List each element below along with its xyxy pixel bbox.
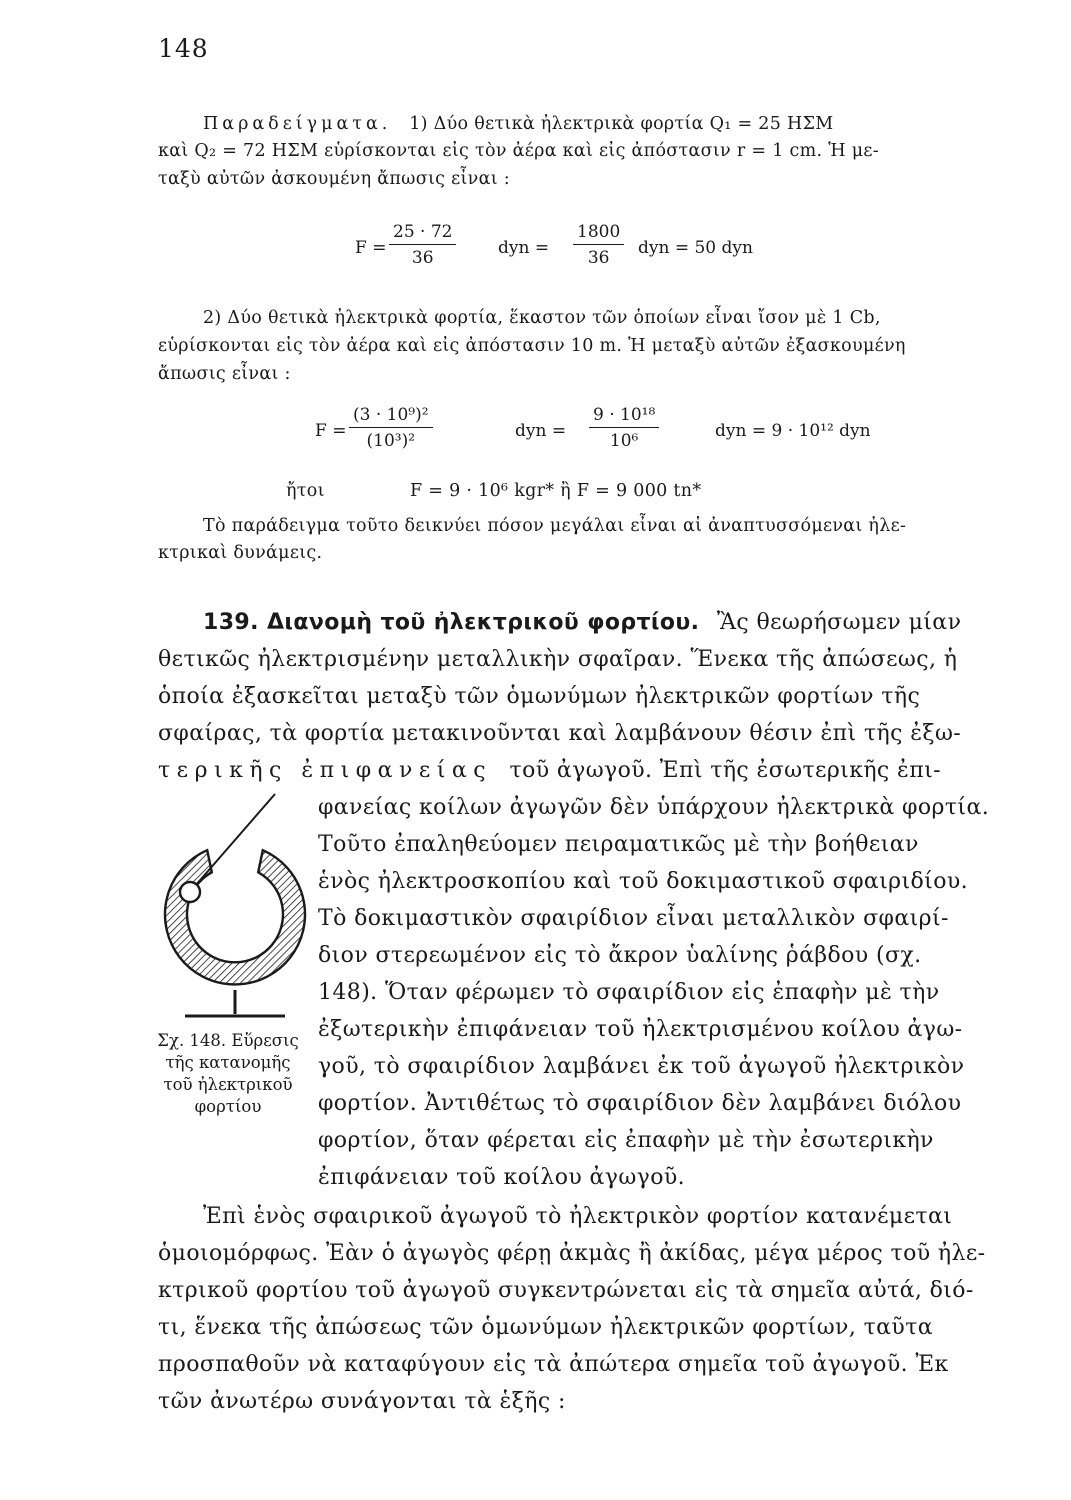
figure-caption: [133, 1030, 323, 1118]
fraction-numerator: 25 · 72: [389, 222, 456, 245]
fraction: [349, 405, 433, 451]
figure-side-line: ἑνὸς ἠλεκτροσκοπίου καὶ τοῦ δοκιμαστικοῦ σφαιριδίου.: [318, 869, 969, 894]
section-line: θετικῶς ἠλεκτρισμένην μεταλλικὴν σφαῖραν. Ἕνεκα τῆς ἀπώσεως, ἡ: [158, 647, 958, 672]
formula-result: dyn = 9 · 10¹² dyn: [715, 421, 871, 441]
section-line-spaced: [158, 760, 941, 782]
section-line: τι, ἕνεκα τῆς ἀπώσεως τῶν ὁμωνύμων ἠλεκτρικῶν φορτίων, ταῦτα: [158, 1315, 934, 1340]
formula-unit: dyn =: [498, 238, 550, 258]
figure-side-line: γοῦ, τὸ σφαιρίδιον λαμβάνει ἐκ τοῦ ἀγωγοῦ ἠλεκτρικὸν: [318, 1054, 965, 1079]
example1-line: καὶ Q₂ = 72 ΗΣΜ εὑρίσκονται εἰς τὸν ἀέρα καὶ εἰς ἀπόστασιν r = 1 cm. Ἡ με-: [158, 141, 880, 161]
example2-line: 2) Δύο θετικὰ ἠλεκτρικὰ φορτία, ἕκαστον τῶν ὁποίων εἶναι ἴσον μὲ 1 Cb,: [203, 308, 881, 328]
section-text: τοῦ ἀγωγοῦ. Ἐπὶ τῆς ἐσωτερικῆς ἐπι-: [509, 758, 941, 783]
figure-side-line: 148). Ὅταν φέρωμεν τὸ σφαιρίδιον εἰς ἐπαφὴν μὲ τὴν: [318, 980, 940, 1005]
proof-ball: [180, 882, 200, 902]
section-line: σφαίρας, τὰ φορτία μετακινοῦνται καὶ λαμβάνουν θέσιν ἐπὶ τῆς ἐξω-: [158, 721, 962, 746]
page-number: 148: [158, 34, 209, 63]
fraction-denominator: 36: [411, 248, 434, 268]
fraction-denominator: 36: [587, 248, 610, 268]
section-line: κτρικοῦ φορτίου τοῦ ἀγωγοῦ συγκεντρώνεται εἰς τὰ σημεῖα αὐτά, διό-: [158, 1278, 974, 1303]
caption-line: φορτίου: [194, 1097, 262, 1116]
section-line: Ἐπὶ ἑνὸς σφαιρικοῦ ἀγωγοῦ τὸ ἠλεκτρικὸν φορτίον κατανέμεται: [203, 1204, 953, 1229]
section-first-line: [203, 612, 961, 634]
caption-line: τοῦ ἠλεκτρικοῦ: [163, 1075, 293, 1094]
formula-lhs: F =: [355, 238, 387, 258]
spaced-emphasis: τερικῆς ἐπιφανείας: [158, 758, 493, 783]
figure-side-line: φορτίον. Ἀντιθέτως τὸ σφαιρίδιον δὲν λαμβάνει διόλου: [318, 1091, 962, 1116]
fraction: [389, 222, 456, 268]
hollow-sphere-figure: [150, 790, 315, 1030]
fraction-numerator: (3 · 10⁹)²: [349, 405, 433, 428]
conclusion-line: κτρικαὶ δυνάμεις.: [158, 543, 323, 563]
conclusion-line: Τὸ παράδειγμα τοῦτο δεικνύει πόσον μεγάλαι εἶναι αἱ ἀναπτυσσόμεναι ἠλε-: [203, 516, 907, 536]
example1-line: ταξὺ αὐτῶν ἀσκουμένη ἄπωσις εἶναι :: [158, 169, 510, 189]
example2-line: εὑρίσκονται εἰς τὸν ἀέρα καὶ εἰς ἀπόστασιν 10 m. Ἡ μεταξὺ αὐτῶν ἐξασκουμένη: [158, 336, 906, 356]
formula-result: dyn = 50 dyn: [638, 238, 753, 258]
formula-2: [315, 405, 935, 461]
example1-line: 1) Δύο θετικὰ ἠλεκτρικὰ φορτία Q₁ = 25 ΗΣΜ: [409, 114, 834, 134]
section-heading: 139. Διανομὴ τοῦ ἠλεκτρικοῦ φορτίου.: [203, 610, 700, 635]
figure-side-line: ἐπιφάνειαν τοῦ κοίλου ἀγωγοῦ.: [318, 1165, 686, 1190]
examples-heading: Παραδείγματα.: [203, 114, 392, 134]
formula-1: [355, 222, 855, 278]
figure-side-line: φανείας κοίλων ἀγωγῶν δὲν ὑπάρχουν ἠλεκτρικὰ φορτία.: [318, 795, 990, 820]
figure-side-line: φορτίον, ὅταν φέρεται εἰς ἐπαφὴν μὲ τὴν ἐσωτερικὴν: [318, 1128, 934, 1153]
figure-side-line: Τοῦτο ἐπαληθεύομεν πειραματικῶς μὲ τὴν βοήθειαν: [318, 832, 919, 857]
fraction-denominator: (10³)²: [366, 431, 416, 451]
section-line: ὁποία ἐξασκεῖται μεταξὺ τῶν ὁμωνύμων ἠλεκτρικῶν φορτίων τῆς: [158, 684, 921, 709]
fraction: [573, 222, 624, 268]
example2-line: ἄπωσις εἶναι :: [158, 364, 291, 384]
hollow-conductor-shell: [165, 850, 305, 984]
fraction: [589, 405, 659, 451]
examples-heading-line: [203, 116, 833, 134]
section-line: ὁμοιομόρφως. Ἐὰν ὁ ἀγωγὸς φέρῃ ἀκμὰς ἢ ἀκίδας, μέγα μέρος τοῦ ἠλε-: [158, 1241, 986, 1266]
figure-side-line: Τὸ δοκιμαστικὸν σφαιρίδιον εἶναι μεταλλικὸν σφαιρί-: [318, 906, 949, 931]
formula-unit: dyn =: [515, 421, 567, 441]
result-prefix: ἤτοι: [286, 481, 325, 501]
section-text: Ἂς θεωρήσωμεν μίαν: [716, 610, 962, 635]
figure-side-line: ἐξωτερικὴν ἐπιφάνειαν τοῦ ἠλεκτρισμένου κοίλου ἀγω-: [318, 1017, 963, 1042]
section-line: προσπαθοῦν νὰ καταφύγουν εἰς τὰ ἀπώτερα σημεῖα τοῦ ἀγωγοῦ. Ἐκ: [158, 1352, 949, 1377]
fraction-numerator: 1800: [573, 222, 624, 245]
section-line: τῶν ἀνωτέρω συνάγονται τὰ ἑξῆς :: [158, 1389, 566, 1414]
figure-side-line: διον στερεωμένον εἰς τὸ ἄκρον ὑαλίνης ῥάβδου (σχ.: [318, 943, 922, 968]
formula-lhs: F =: [315, 421, 347, 441]
result-formula: F = 9 · 10⁶ kgr* ἢ F = 9 000 tn*: [410, 481, 702, 501]
caption-line: Σχ. 148. Εὕρεσις: [157, 1031, 299, 1050]
fraction-denominator: 10⁶: [609, 431, 639, 451]
caption-line: τῆς κατανομῆς: [165, 1053, 291, 1072]
fraction-numerator: 9 · 10¹⁸: [589, 405, 659, 428]
